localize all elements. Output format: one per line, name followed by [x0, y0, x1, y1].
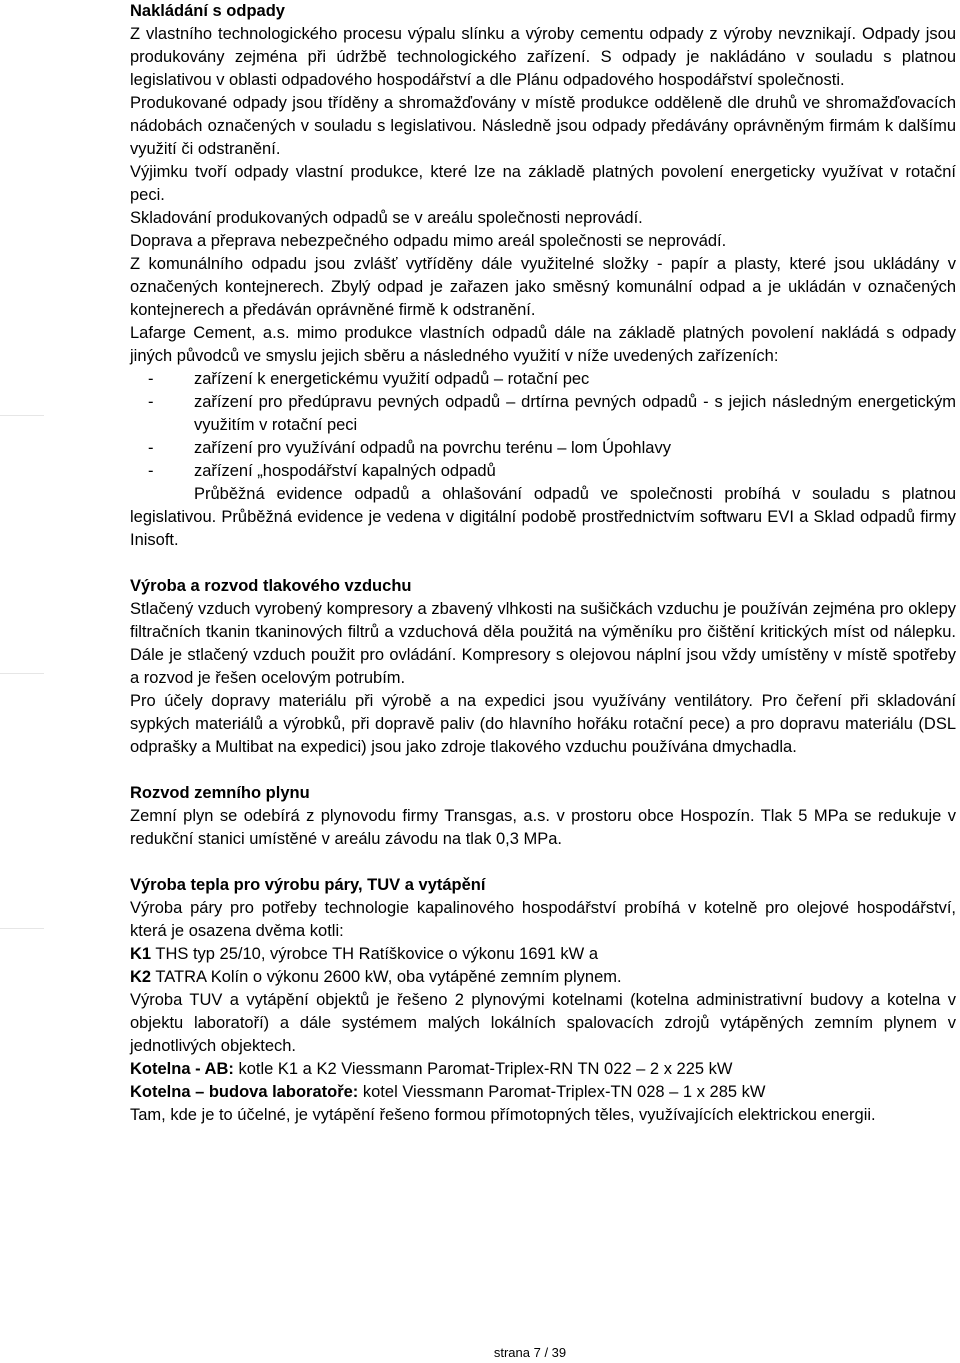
- section-heat-production: [130, 874, 956, 1127]
- paragraph: Pro účely dopravy materiálu při výrobě a na expedici jsou využívány ventilátory. Pro čeření při skladování sypkých materiálů a výrobků, při dopravě paliv (do hlavního hořáku rotační pece) a pro dopravu materiálu (DSL odprašky a Multibat na expedici) jsou jako zdroje tlakového vzduchu používána dmychadla.: [130, 692, 956, 756]
- page-footer: [0, 1345, 960, 1361]
- margin-mark: [0, 415, 44, 416]
- bullet-dash: -: [148, 370, 154, 388]
- boiler-text: TATRA Kolín o výkonu 2600 kW, oba vytápěné zemním plynem.: [151, 968, 622, 986]
- paragraph: Výjimku tvoří odpady vlastní produkce, které lze na základě platných povolení energeticky využívat v rotační peci.: [130, 163, 956, 204]
- paragraph: Stlačený vzduch vyrobený kompresory a zbavený vlhkosti na sušičkách vzduchu je používán zejména pro oklepy filtračních tkanin tkaninových filtrů a vzduchová děla použitá na výměníku pro čištění kritických míst od nálepku. Dále je stlačený vzduch použit pro ovládání. Kompresory s olejovou náplní jsou vždy umístěny v místě spotřeby a rozvod je řešen ocelovým potrubím.: [130, 600, 956, 687]
- boiler-room-label: Kotelna - AB:: [130, 1060, 234, 1078]
- boiler-k1: [130, 943, 956, 966]
- paragraph: Doprava a přeprava nebezpečného odpadu mimo areál společnosti se neprovádí.: [130, 232, 727, 250]
- bullet-dash: -: [148, 462, 154, 480]
- paragraph: Z vlastního technologického procesu výpalu slínku a výroby cementu odpady z výroby nevznikají. Odpady jsou produkovány zejména při údržbě technologického zařízení. S odpady je nakládáno v souladu s platnou legislativou v oblasti odpadového hospodářství a dle Plánu odpadového hospodářství společnosti.: [130, 25, 956, 89]
- list-item-text: zařízení pro využívání odpadů na povrchu terénu – lom Úpohlavy: [194, 439, 671, 457]
- boiler-room-text: kotel Viessmann Paromat-Triplex-TN 028 – 1 x 285 kW: [358, 1083, 766, 1101]
- paragraph: Produkované odpady jsou tříděny a shromažďovány v místě produkce odděleně dle druhů ve shromažďovacích nádobách označených v souladu s legislativou. Následně jsou odpady předávány oprávněným firmám k dalšímu využití či odstranění.: [130, 94, 956, 158]
- page-number: strana 7 / 39: [493, 1345, 567, 1360]
- list-item: [130, 437, 956, 460]
- paragraph: Z komunálního odpadu jsou zvlášť vytříděny dále využitelné složky - papír a plasty, které jsou ukládány v označených kontejnerech. Zbylý odpad je zařazen jako směsný komunální odpad a je ukládán v označených kontejnerech a předáván oprávněné firmě k odstranění.: [130, 255, 956, 319]
- section-heading: Výroba tepla pro výrobu páry, TUV a vytápění: [130, 876, 486, 894]
- paragraph: Zemní plyn se odebírá z plynovodu firmy Transgas, a.s. v prostoru obce Hospozín. Tlak 5 MPa se redukuje v redukční stanici umístěné v areálu závodu na tlak 0,3 MPa.: [130, 807, 956, 848]
- list-item: [130, 368, 956, 391]
- list-item-text: zařízení k energetickému využití odpadů – rotační pec: [194, 370, 590, 388]
- boiler-room-ab: [130, 1058, 956, 1081]
- bullet-dash: -: [148, 393, 154, 411]
- paragraph: Výroba TUV a vytápění objektů je řešeno 2 plynovými kotelnami (kotelna administrativní budovy a kotelna v objektu laboratoří) a dále systémem malých lokálních spalovacích zdrojů vytápěných zemním plynem v jednotlivých objektech.: [130, 991, 956, 1055]
- paragraph: Tam, kde je to účelné, je vytápění řešeno formou přímotopných těles, využívajících elektrickou energii.: [130, 1106, 876, 1124]
- section-heading: Výroba a rozvod tlakového vzduchu: [130, 577, 412, 595]
- section-gap: [130, 759, 956, 782]
- section-gap: [130, 552, 956, 575]
- list-item-text: zařízení pro předúpravu pevných odpadů – drtírna pevných odpadů - s jejich následným energetickým využitím v rotační peci: [194, 393, 956, 434]
- margin-mark: [0, 673, 44, 674]
- section-heading: Nakládání s odpady: [130, 2, 285, 20]
- boiler-room-text: kotle K1 a K2 Viessmann Paromat-Triplex-RN TN 022 – 2 x 225 kW: [233, 1060, 733, 1078]
- paragraph: Výroba páry pro potřeby technologie kapalinového hospodářství probíhá v kotelně pro olejové hospodářství, která je osazena dvěma kotli:: [130, 899, 956, 940]
- section-natural-gas: [130, 782, 956, 851]
- boiler-room-lab: [130, 1081, 956, 1104]
- section-gap: [130, 851, 956, 874]
- section-waste-management: [130, 0, 956, 552]
- paragraph: Lafarge Cement, a.s. mimo produkce vlastních odpadů dále na základě platných povolení nakládá s odpady jiných původců ve smyslu jejich sběru a následného využití v níže uvedených zařízeních:: [130, 324, 956, 365]
- boiler-label: K1: [130, 945, 152, 963]
- list-item: [130, 460, 956, 483]
- section-compressed-air: [130, 575, 956, 759]
- paragraph: Skladování produkovaných odpadů se v areálu společnosti neprovádí.: [130, 209, 643, 227]
- boiler-room-label: Kotelna – budova laboratoře:: [130, 1083, 359, 1101]
- boiler-label: K2: [130, 968, 152, 986]
- bullet-dash: -: [148, 439, 154, 457]
- boiler-text: THS typ 25/10, výrobce TH Ratíškovice o výkonu 1691 kW a: [151, 945, 599, 963]
- boiler-k2: [130, 966, 956, 989]
- list-item-text: zařízení „hospodářství kapalných odpadů: [194, 462, 496, 480]
- section-heading: Rozvod zemního plynu: [130, 784, 310, 802]
- paragraph: Průběžná evidence odpadů a ohlašování odpadů ve společnosti probíhá v souladu s platnou legislativou. Průběžná evidence je vedena v digitální podobě prostřednictvím softwaru EVI a Sklad odpadů firmy Inisoft.: [130, 485, 956, 549]
- list-item: [130, 391, 956, 437]
- document-page: [130, 0, 956, 1127]
- margin-mark: [0, 928, 44, 929]
